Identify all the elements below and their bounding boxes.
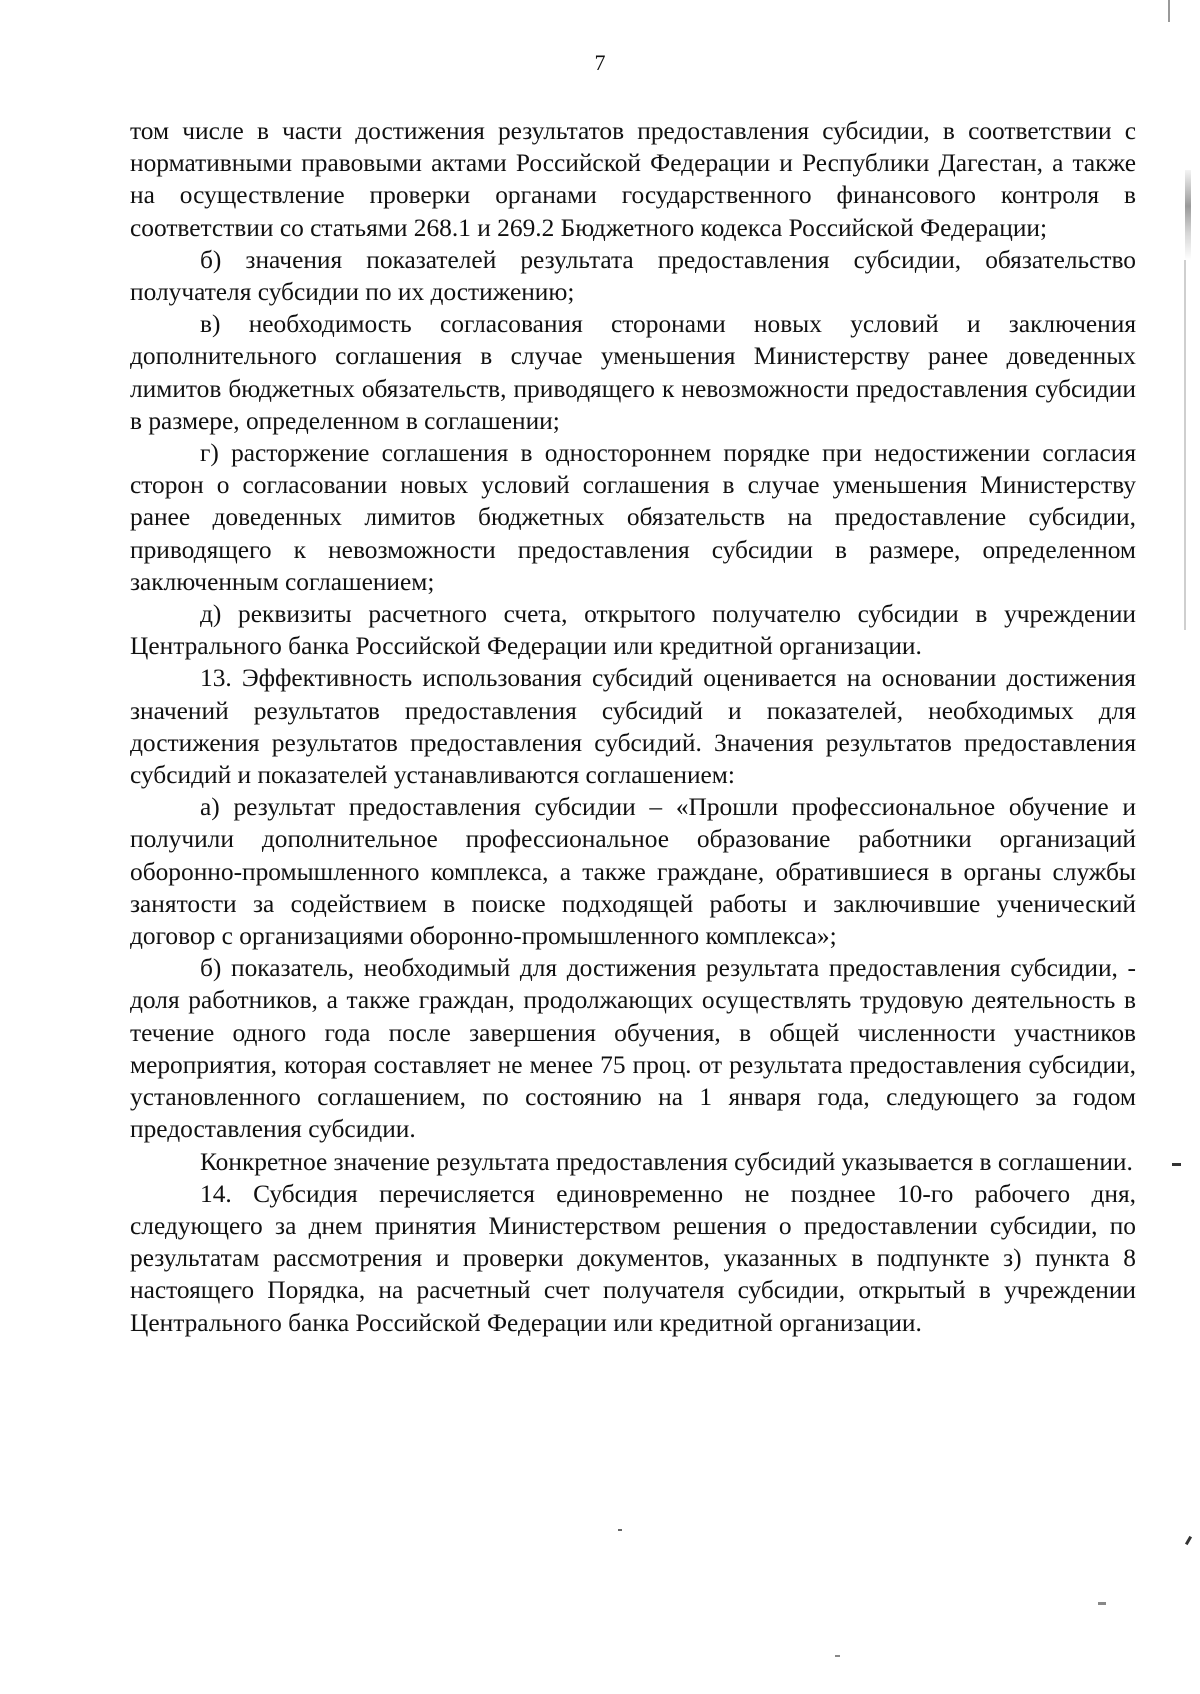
paragraph-item-b: б) значения показателей результата предоставления субсидии, обязательство получателя субсидии по их достижению;: [130, 245, 1136, 307]
scan-artifact-tick: [1185, 1536, 1192, 1545]
paragraph-specific-value: Конкретное значение результата предоставления субсидий указывается в соглашении.: [200, 1147, 1133, 1176]
paragraph-item-v: в) необходимость согласования сторонами новых условий и заключения дополнительного соглашения в случае уменьшения Министерству ранее доведенных лимитов бюджетных обязательств, приводящего к невозможности предоставления субсидии в размере, определенном в соглашении;: [130, 310, 1136, 435]
scan-artifact-dot: [835, 1655, 840, 1657]
document-body: [130, 115, 1136, 1339]
paragraph-item-g: г) расторжение соглашения в одностороннем порядке при недостижении согласия сторон о согласовании новых условий соглашения в случае уменьшения Министерству ранее доведенных лимитов бюджетных обязательств на предоставление субсидии, приводящего к невозможности предоставления субсидии в размере, определенном заключенным соглашением;: [130, 439, 1136, 596]
scan-artifact-edge-line: [1184, 260, 1186, 630]
paragraph-item-a-result: а) результат предоставления субсидии – «Прошли профессиональное обучение и получили дополнительное профессиональное образование работники организаций оборонно-промышленного комплекса, а также граждане, обратившиеся в органы службы занятости за содействием в поиске подходящей работы и заключившие ученический договор с организациями оборонно-промышленного комплекса»;: [130, 793, 1136, 951]
scan-artifact-dot: [1098, 1602, 1106, 1605]
paragraph-continuation: том числе в части достижения результатов предоставления субсидии, в соответствии с нормативными правовыми актами Российской Федерации и Республики Дагестан, а также на осуществление проверки органами государственного финансового контроля в соответствии со статьями 268.1 и 269.2 Бюджетного кодекса Российской Федерации;: [130, 117, 1136, 242]
page-number: 7: [594, 50, 606, 75]
scan-artifact-top-line: [1168, 0, 1170, 22]
paragraph-section-13: 13. Эффективность использования субсидий оценивается на основании достижения значений результатов предоставления субсидий и показателей, необходимых для достижения результатов предоставления субсидий. Значения результатов предоставления субсидий и показателей устанавливаются соглашением:: [130, 664, 1136, 790]
paragraph-item-d: д) реквизиты расчетного счета, открытого получателю субсидии в учреждении Центрального банка Российской Федерации или кредитной организации.: [130, 600, 1136, 661]
scan-artifact-dash: [1172, 1163, 1181, 1166]
scan-artifact-dot: [618, 1529, 622, 1531]
scan-artifact-edge-smudge: [1185, 170, 1191, 260]
paragraph-section-14: 14. Субсидия перечисляется единовременно не позднее 10-го рабочего дня, следующего за днем принятия Министерством решения о предоставлении субсидии, по результатам рассмотрения и проверки документов, указанных в подпункте з) пункта 8 настоящего Порядка, на расчетный счет получателя субсидии, открытый в учреждении Центрального банка Российской Федерации или кредитной организации.: [130, 1179, 1136, 1337]
paragraph-item-b-indicator: б) показатель, необходимый для достижения результата предоставления субсидии, - доля работников, а также граждан, продолжающих осуществлять трудовую деятельность в течение одного года после завершения обучения, в общей численности участников мероприятия, которая составляет не менее 75 проц. от результата предоставления субсидии, установленного соглашением, по состоянию на 1 января года, следующего за годом предоставления субсидии.: [130, 954, 1136, 1144]
